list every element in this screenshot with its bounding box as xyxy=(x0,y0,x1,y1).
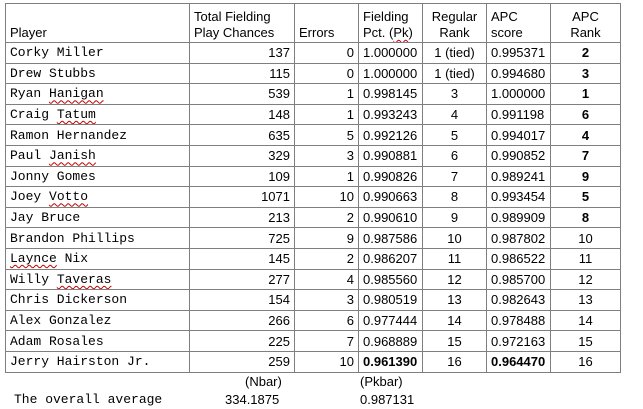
chances-cell: 539 xyxy=(190,84,295,105)
pct-cell: 1.000000 xyxy=(359,43,423,64)
apc-score-cell: 0.964470 xyxy=(487,351,551,372)
overall-average-label: The overall average xyxy=(14,392,163,407)
pct-cell: 0.985560 xyxy=(359,269,423,290)
player-cell: Brandon Phillips xyxy=(6,228,190,249)
regular-rank-cell: 12 xyxy=(423,269,487,290)
player-cell: Willy Taveras xyxy=(6,269,190,290)
apc-score-cell: 0.987802 xyxy=(487,228,551,249)
apc-score-cell: 0.978488 xyxy=(487,310,551,331)
table-row xyxy=(6,248,621,269)
pct-cell: 0.993243 xyxy=(359,104,423,125)
overall-pct-value: 0.987131 xyxy=(360,392,415,407)
player-cell: Jerry Hairston Jr. xyxy=(6,351,190,372)
apc-score-cell: 0.990852 xyxy=(487,145,551,166)
pct-cell: 0.990881 xyxy=(359,145,423,166)
table-row xyxy=(6,145,621,166)
apc-score-cell: 1.000000 xyxy=(487,84,551,105)
pct-cell: 0.990826 xyxy=(359,166,423,187)
table-row xyxy=(6,104,621,125)
player-cell: Alex Gonzalez xyxy=(6,310,190,331)
apc-rank-cell: 5 xyxy=(551,187,621,208)
apc-score-cell: 0.986522 xyxy=(487,248,551,269)
apc-rank-cell: 10 xyxy=(551,228,621,249)
header-row xyxy=(6,4,621,43)
header-chances: Total Fielding Play Chances xyxy=(190,4,295,43)
chances-cell: 148 xyxy=(190,104,295,125)
apc-score-cell: 0.982643 xyxy=(487,290,551,311)
fielding-stats-table xyxy=(5,3,621,373)
errors-cell: 10 xyxy=(295,351,359,372)
regular-rank-cell: 10 xyxy=(423,228,487,249)
regular-rank-cell: 9 xyxy=(423,207,487,228)
errors-cell: 4 xyxy=(295,269,359,290)
table-row xyxy=(6,187,621,208)
regular-rank-cell: 7 xyxy=(423,166,487,187)
overall-chances-value: 334.1875 xyxy=(225,392,280,407)
player-cell: Adam Rosales xyxy=(6,331,190,352)
pct-cell: 1.000000 xyxy=(359,63,423,84)
header-apc-score: APC score xyxy=(487,4,551,43)
apc-rank-cell: 4 xyxy=(551,125,621,146)
nbar-label: (Nbar) xyxy=(245,374,282,389)
header-errors: Errors xyxy=(295,4,359,43)
apc-rank-cell: 3 xyxy=(551,63,621,84)
apc-score-cell: 0.994017 xyxy=(487,125,551,146)
apc-score-cell: 0.991198 xyxy=(487,104,551,125)
pct-cell: 0.998145 xyxy=(359,84,423,105)
regular-rank-cell: 14 xyxy=(423,310,487,331)
table-row xyxy=(6,84,621,105)
chances-cell: 1071 xyxy=(190,187,295,208)
table-row xyxy=(6,331,621,352)
player-cell: Ramon Hernandez xyxy=(6,125,190,146)
regular-rank-cell: 4 xyxy=(423,104,487,125)
pct-cell: 0.990663 xyxy=(359,187,423,208)
table-row xyxy=(6,228,621,249)
table-row xyxy=(6,43,621,64)
errors-cell: 2 xyxy=(295,207,359,228)
pct-cell: 0.961390 xyxy=(359,351,423,372)
errors-cell: 0 xyxy=(295,43,359,64)
apc-rank-cell: 1 xyxy=(551,84,621,105)
player-cell: Corky Miller xyxy=(6,43,190,64)
table-row xyxy=(6,290,621,311)
apc-score-cell: 0.993454 xyxy=(487,187,551,208)
errors-cell: 6 xyxy=(295,310,359,331)
regular-rank-cell: 5 xyxy=(423,125,487,146)
pkbar-label: (Pkbar) xyxy=(360,374,403,389)
chances-cell: 145 xyxy=(190,248,295,269)
errors-cell: 0 xyxy=(295,63,359,84)
header-pct: Fielding Pct. (Pk) xyxy=(359,4,423,43)
chances-cell: 109 xyxy=(190,166,295,187)
table-row xyxy=(6,63,621,84)
apc-score-cell: 0.989909 xyxy=(487,207,551,228)
chances-cell: 725 xyxy=(190,228,295,249)
pct-cell: 0.977444 xyxy=(359,310,423,331)
pct-cell: 0.980519 xyxy=(359,290,423,311)
player-cell: Drew Stubbs xyxy=(6,63,190,84)
apc-score-cell: 0.972163 xyxy=(487,331,551,352)
pct-cell: 0.986207 xyxy=(359,248,423,269)
regular-rank-cell: 16 xyxy=(423,351,487,372)
regular-rank-cell: 13 xyxy=(423,290,487,311)
regular-rank-cell: 11 xyxy=(423,248,487,269)
errors-cell: 3 xyxy=(295,290,359,311)
regular-rank-cell: 8 xyxy=(423,187,487,208)
table-row xyxy=(6,166,621,187)
pct-cell: 0.990610 xyxy=(359,207,423,228)
errors-cell: 2 xyxy=(295,248,359,269)
apc-score-cell: 0.989241 xyxy=(487,166,551,187)
player-cell: Jay Bruce xyxy=(6,207,190,228)
header-apc-rank: APC Rank xyxy=(551,4,621,43)
player-cell: Joey Votto xyxy=(6,187,190,208)
apc-rank-cell: 13 xyxy=(551,290,621,311)
chances-cell: 329 xyxy=(190,145,295,166)
chances-cell: 225 xyxy=(190,331,295,352)
apc-rank-cell: 15 xyxy=(551,331,621,352)
errors-cell: 3 xyxy=(295,145,359,166)
table-row xyxy=(6,207,621,228)
chances-cell: 259 xyxy=(190,351,295,372)
apc-rank-cell: 16 xyxy=(551,351,621,372)
errors-cell: 1 xyxy=(295,84,359,105)
regular-rank-cell: 1 (tied) xyxy=(423,63,487,84)
header-regular-rank: Regular Rank xyxy=(423,4,487,43)
chances-cell: 635 xyxy=(190,125,295,146)
errors-cell: 9 xyxy=(295,228,359,249)
regular-rank-cell: 3 xyxy=(423,84,487,105)
table-row xyxy=(6,351,621,372)
table-row xyxy=(6,125,621,146)
pct-cell: 0.987586 xyxy=(359,228,423,249)
player-cell: Craig Tatum xyxy=(6,104,190,125)
errors-cell: 1 xyxy=(295,104,359,125)
pct-cell: 0.992126 xyxy=(359,125,423,146)
regular-rank-cell: 6 xyxy=(423,145,487,166)
header-player: Player xyxy=(6,4,190,43)
chances-cell: 115 xyxy=(190,63,295,84)
player-cell: Ryan Hanigan xyxy=(6,84,190,105)
apc-score-cell: 0.985700 xyxy=(487,269,551,290)
player-cell: Paul Janish xyxy=(6,145,190,166)
regular-rank-cell: 1 (tied) xyxy=(423,43,487,64)
errors-cell: 7 xyxy=(295,331,359,352)
regular-rank-cell: 15 xyxy=(423,331,487,352)
chances-cell: 137 xyxy=(190,43,295,64)
apc-score-cell: 0.994680 xyxy=(487,63,551,84)
apc-rank-cell: 8 xyxy=(551,207,621,228)
player-cell: Jonny Gomes xyxy=(6,166,190,187)
apc-rank-cell: 9 xyxy=(551,166,621,187)
errors-cell: 10 xyxy=(295,187,359,208)
player-cell: Chris Dickerson xyxy=(6,290,190,311)
table-row xyxy=(6,310,621,331)
chances-cell: 213 xyxy=(190,207,295,228)
apc-rank-cell: 14 xyxy=(551,310,621,331)
errors-cell: 1 xyxy=(295,166,359,187)
chances-cell: 266 xyxy=(190,310,295,331)
pct-cell: 0.968889 xyxy=(359,331,423,352)
chances-cell: 154 xyxy=(190,290,295,311)
apc-score-cell: 0.995371 xyxy=(487,43,551,64)
table-row xyxy=(6,269,621,290)
apc-rank-cell: 7 xyxy=(551,145,621,166)
apc-rank-cell: 12 xyxy=(551,269,621,290)
apc-rank-cell: 2 xyxy=(551,43,621,64)
apc-rank-cell: 11 xyxy=(551,248,621,269)
errors-cell: 5 xyxy=(295,125,359,146)
chances-cell: 277 xyxy=(190,269,295,290)
apc-rank-cell: 6 xyxy=(551,104,621,125)
player-cell: Laynce Nix xyxy=(6,248,190,269)
